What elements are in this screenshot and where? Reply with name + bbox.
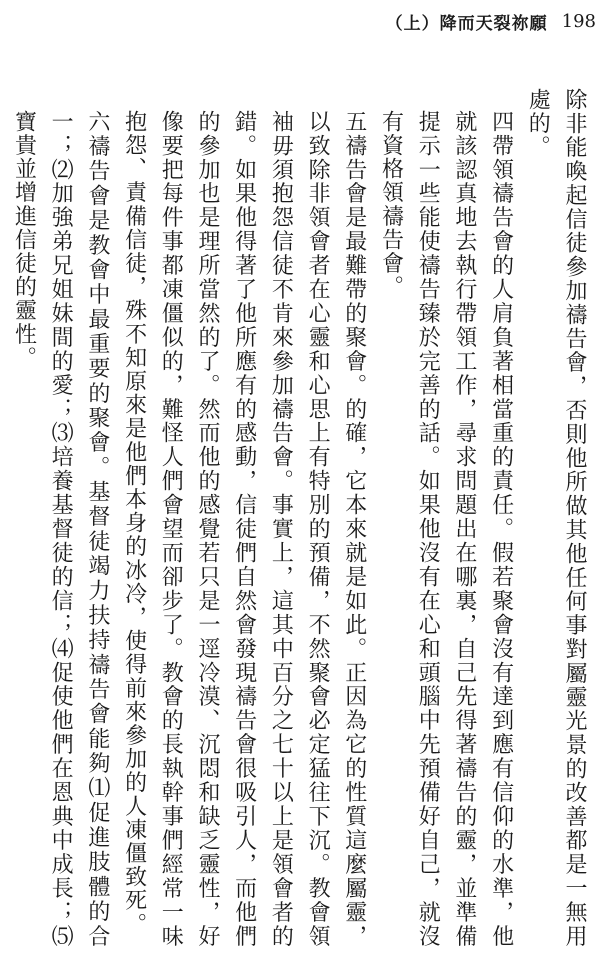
running-title: （上）降而天裂祢願: [385, 13, 548, 34]
paragraph-intro: 除非能喚起信徒參加禱告會，否則他所做其他任何事對屬靈光景的改善都是一無用處的。: [525, 88, 587, 948]
paragraph-point-5: 五禱告會是最難帶的聚會。的確，它本來就是如此。正因為它的性質這麼屬靈，以致除非領會者在心靈和心思上有特別的預備，不然聚會必定猛往下沉。教會領袖毋須抱怨信徒不肯來參加禱告會。事實上，這其中百分之七十以上是領會者的錯。如果他得著了他所應有的感動，信徒們自然會發現禱告會很吸引人，而他們的參加也是理所當然的了。然而他的感覺若只是一逕冷漠、沉悶和缺乏靈性，好像要把每件事都凍僵似的，難怪人們會望而卻步了。教會的長執幹事們經常一味抱怨、責備信徒，殊不知原來是他們本身的冰冷，使得前來參加的人凍僵致死。: [121, 110, 367, 948]
paragraph-point-7: [0, 110, 5, 948]
running-head: [386, 6, 596, 36]
body-text: [6, 88, 592, 948]
page-number: 198: [561, 10, 596, 32]
paragraph-point-4: 四帶領禱告會的人肩負著相當重的責任。假若聚會沒有達到應有信仰的水準，他就該認真地去執行帶領工作，尋求問題出在哪裏，自己先得著禱告的靈，並準備提示一些能使禱告臻於完善的話。如果他沒有在心和頭腦中先預備好自己，就沒有資格領禱告會。: [378, 110, 514, 948]
paragraph-point-6: 六禱告會是教會中最重要的聚會。基督徒竭力扶持禱告會能夠⑴促進肢體的合一；⑵加強弟兄姐妹間的愛；⑶培養基督徒的信；⑷促使他們在恩典中成長；⑸寶貴並增進信徒的靈性。: [11, 110, 110, 948]
